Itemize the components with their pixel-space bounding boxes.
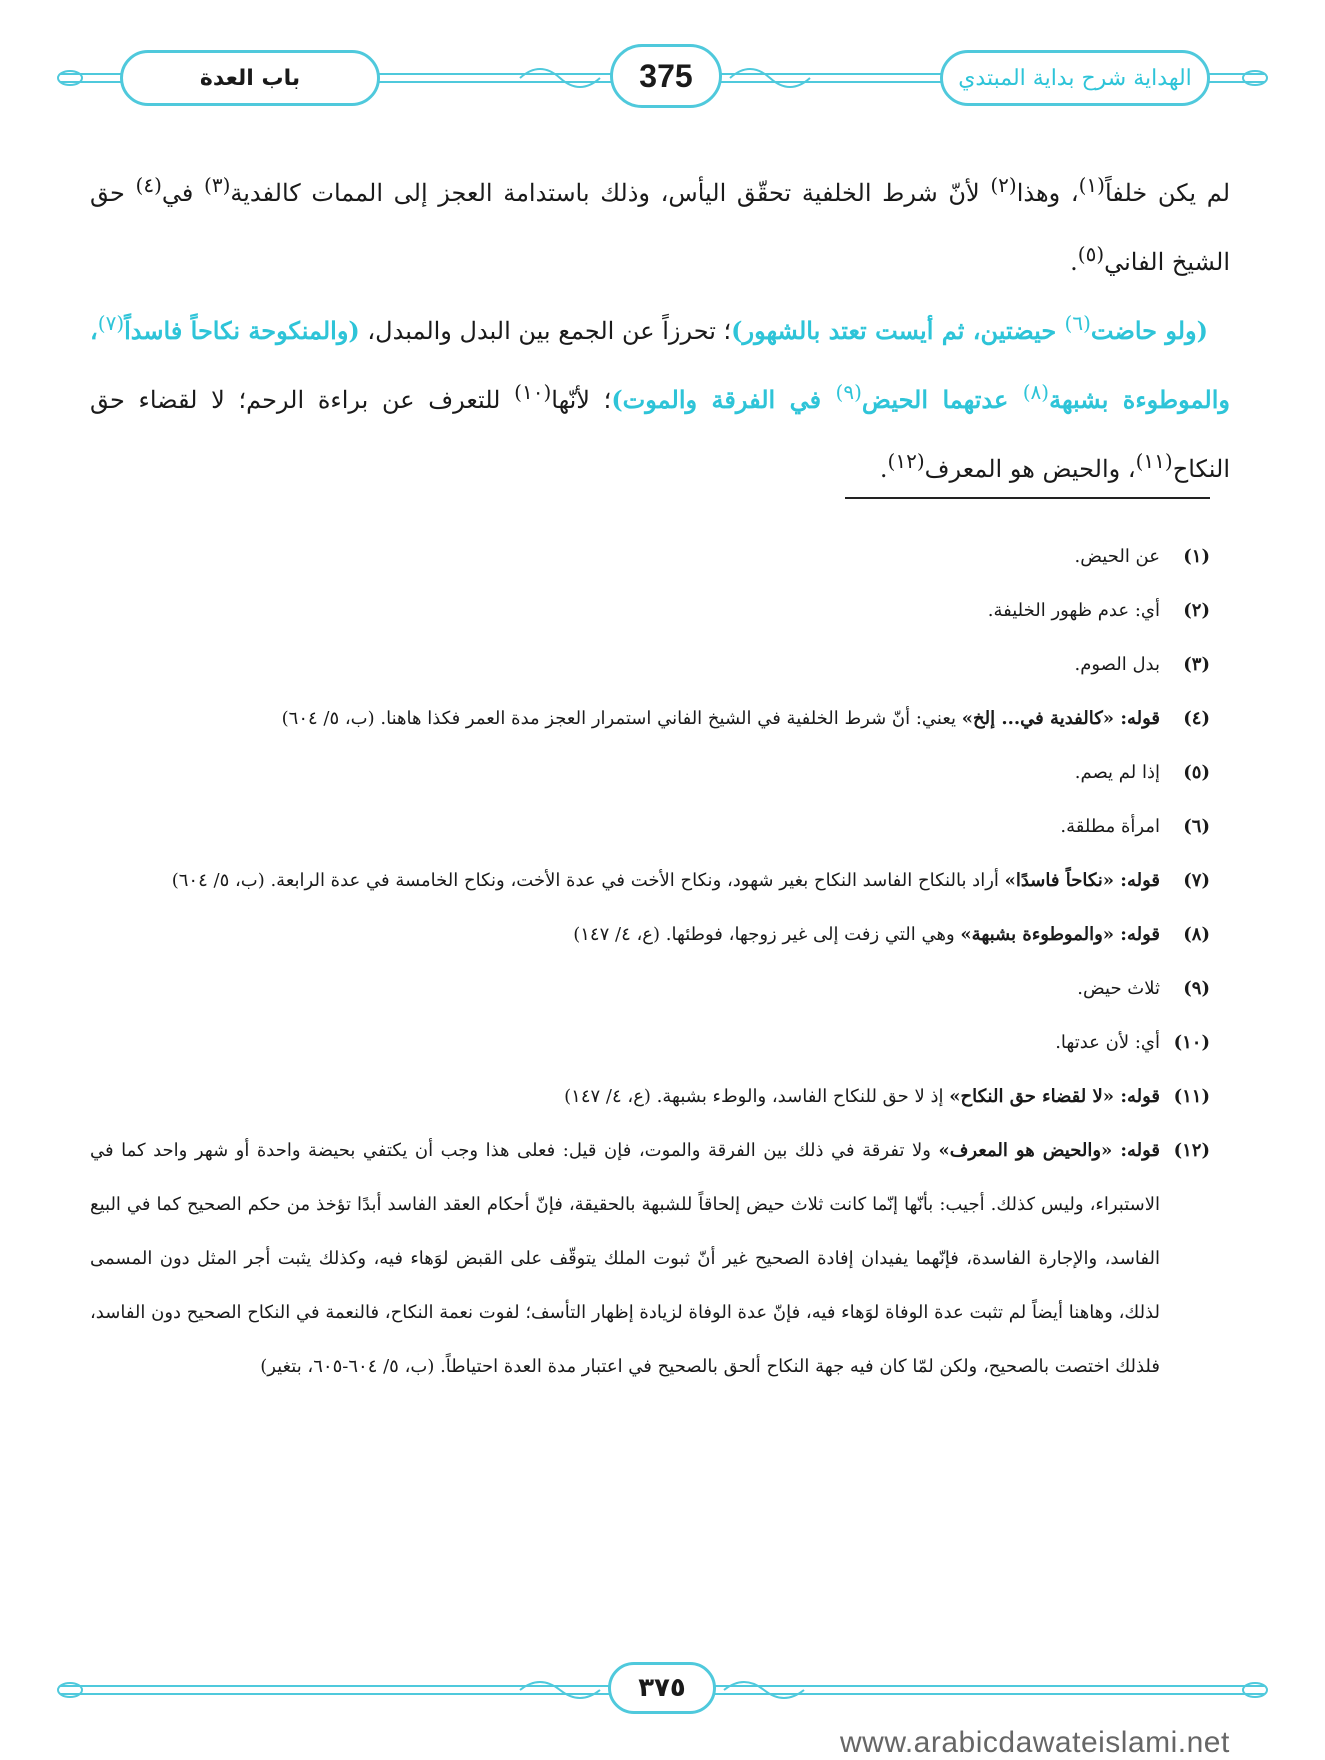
- section-title: باب العدة: [199, 65, 301, 91]
- page-header: [0, 38, 1325, 118]
- text-run: ، والحيض هو المعرف: [924, 455, 1136, 483]
- book-title-badge: [940, 50, 1210, 106]
- text-run: حق الشيخ الفاني: [90, 179, 1230, 276]
- footnote-quote: قوله: «لا لقضاء حق النكاح»: [949, 1086, 1160, 1107]
- section-title-badge: [120, 50, 380, 106]
- footnote-ref: (٤): [135, 173, 162, 197]
- footnote-number: (٦): [1183, 816, 1210, 837]
- footnote-text: [90, 854, 1160, 908]
- footnote-ref: (٩): [835, 380, 862, 404]
- footnote-text: [90, 530, 1160, 584]
- page-number-badge: [610, 44, 722, 108]
- footnote-number: (٤): [1183, 708, 1210, 729]
- footnote-quote: قوله: «والموطوءة بشبهة»: [960, 924, 1160, 945]
- footnote-text: [90, 1016, 1160, 1070]
- footnote-text: [90, 800, 1160, 854]
- footnote: [90, 530, 1210, 584]
- footnote-body: إذا لم يصم.: [1074, 762, 1160, 783]
- text-run: للتعرف عن براءة الرحم؛ لا لقضاء حق النكاح: [90, 386, 1230, 483]
- footnote-ref: (٢): [990, 173, 1017, 197]
- footnote-body: يعني: أنّ شرط الخلفية في الشيخ الفاني استمرار العجز مدة العمر فكذا هاهنا. (ب، ٥/ ٦٠٤): [281, 708, 962, 729]
- footnote-body: وهي التي زفت إلى غير زوجها، فوطئها. (ع، ٤/ ١٤٧): [573, 924, 961, 945]
- footnote-body: إذ لا حق للنكاح الفاسد، والوطء بشبهة. (ع، ٤/ ١٤٧): [564, 1086, 950, 1107]
- page-footer: [0, 1658, 1325, 1722]
- footnote-text: [90, 1124, 1160, 1394]
- matn-text: (والمنكوحة نكاحاً فاسداً: [124, 316, 360, 345]
- footnote-body: أي: عدم ظهور الخليفة.: [987, 600, 1160, 621]
- footnote-body: امرأة مطلقة.: [1060, 816, 1160, 837]
- footnote-ref: (٦): [1064, 311, 1091, 335]
- footnote-ref: (١٠): [514, 380, 552, 404]
- paragraph-2: [90, 293, 1230, 500]
- footnote-divider: [845, 497, 1210, 499]
- footnote: [90, 1016, 1210, 1070]
- matn-text: في الفرقة والموت): [611, 385, 836, 414]
- footnote-number: (٢): [1183, 600, 1210, 621]
- text-run: لم يكن خلفاً: [1104, 179, 1230, 207]
- footnote: [90, 908, 1210, 962]
- footnote: [90, 584, 1210, 638]
- website-url[interactable]: www.arabicdawateislami.net: [840, 1726, 1230, 1759]
- footer-page-number-badge: [608, 1662, 716, 1714]
- footnotes: [90, 530, 1210, 1394]
- page-number: 375: [639, 57, 693, 94]
- matn-text: ، والموطوءة بشبهة: [90, 316, 1230, 414]
- footnote: [90, 800, 1210, 854]
- footnote-number: (١): [1183, 546, 1210, 567]
- matn-text: عدتهما الحيض: [861, 385, 1023, 414]
- footnote-number: (٨): [1183, 924, 1210, 945]
- footnote-ref: (٥): [1077, 242, 1105, 266]
- footer-page-number: ٣٧٥: [638, 1673, 686, 1703]
- text-run: لأنّ شرط الخلفية تحقّق اليأس، وذلك باستدامة العجز إلى الممات كالفدية: [230, 179, 991, 207]
- matn-text: حيضتين، ثم أيست تعتد بالشهور): [731, 316, 1065, 345]
- footnote-ref: (٧): [97, 311, 125, 335]
- footnote-number: (٣): [1183, 654, 1210, 675]
- footnote-body: أراد بالنكاح الفاسد النكاح بغير شهود، ونكاح الأخت في عدة الأخت، ونكاح الخامسة في عدة الرابعة. (ب، ٥/ ٦٠٤): [171, 870, 1005, 891]
- footnote-body: ولا تفرقة في ذلك بين الفرقة والموت، فإن قيل: فعلى هذا وجب أن يكتفي بحيضة واحدة أو شهر واحد كما في الاستبراء، وليس كذلك. أجيب: بأنّها إنّما كانت ثلاث حيض إلحاقاً للشبهة بالحقيقة، فإنّ أحكام العقد الفاسد أبدًا تؤخذ من حكم الصحيح كما في البيع الفاسد، والإجارة الفاسدة، فإنّهما يفيدان إفادة الصحيح غير أنّ ثبوت الملك يتوقّف على القبض لوَهاء فيه، وكذلك يثبت أجر المثل دون المسمى لذلك، وهاهنا أيضاً لم تثبت عدة الوفاة لوَهاء فيه، فإنّ عدة الوفاة لزيادة إظهار التأسف؛ لفوت نعمة النكاح، فالنعمة في النكاح الصحيح دون الفاسد، فلذلك اختصت بالصحيح، ولكن لمّا كان فيه جهة النكاح ألحق بالصحيح في اعتبار مدة العدة احتياطاً. (ب، ٥/ ٦٠٤-٦٠٥، بتغير): [90, 1140, 1160, 1377]
- footnote-body: ثلاث حيض.: [1077, 978, 1160, 999]
- footnote-number: (٧): [1183, 870, 1210, 891]
- footnote-number: (٥): [1183, 762, 1210, 783]
- main-text: [90, 155, 1230, 500]
- footnote: [90, 692, 1210, 746]
- footnote-text: [90, 638, 1160, 692]
- footnote-ref: (٣): [204, 173, 231, 197]
- footnote: [90, 962, 1210, 1016]
- footnote-quote: قوله: «نكاحاً فاسدًا»: [1004, 870, 1160, 891]
- footnote-text: [90, 692, 1160, 746]
- footnote-text: [90, 584, 1160, 638]
- footnote-text: [90, 962, 1160, 1016]
- footnote-body: عن الحيض.: [1074, 546, 1160, 567]
- footnote-number: (٩): [1183, 978, 1210, 999]
- footnote: [90, 1070, 1210, 1124]
- text-run: في: [161, 179, 204, 207]
- footnote-body: أي: لأن عدتها.: [1055, 1032, 1160, 1053]
- footnote-ref: (٨): [1022, 380, 1050, 404]
- footnote: [90, 854, 1210, 908]
- book-title: الهداية شرح بداية المبتدي: [958, 65, 1192, 91]
- footnote: [90, 746, 1210, 800]
- footnote-ref: (١١): [1135, 449, 1173, 473]
- footnote-quote: قوله: «والحيض هو المعرف»: [938, 1140, 1160, 1161]
- footnote: [90, 638, 1210, 692]
- footnote-body: بدل الصوم.: [1074, 654, 1160, 675]
- text-run: ؛ تحرزاً عن الجمع بين البدل والمبدل،: [359, 317, 732, 345]
- text-run: .: [1070, 248, 1078, 276]
- footnote: [90, 1124, 1210, 1394]
- footnote-number: (١٢): [1173, 1140, 1210, 1161]
- footnote-text: [90, 746, 1160, 800]
- paragraph-1: [90, 155, 1230, 293]
- text-run: ، وهذا: [1016, 179, 1079, 207]
- matn-text: (ولو حاضت: [1090, 316, 1208, 345]
- footnote-quote: قوله: «كالفدية في... إلخ»: [961, 708, 1160, 729]
- text-run: .: [879, 455, 888, 483]
- footnote-number: (١١): [1173, 1086, 1210, 1107]
- footnote-text: [90, 1070, 1160, 1124]
- footnote-text: [90, 908, 1160, 962]
- footnote-ref: (١): [1078, 173, 1105, 197]
- footnote-number: (١٠): [1173, 1032, 1210, 1053]
- text-run: ؛ لأنّها: [551, 386, 612, 414]
- footnote-ref: (١٢): [887, 449, 925, 473]
